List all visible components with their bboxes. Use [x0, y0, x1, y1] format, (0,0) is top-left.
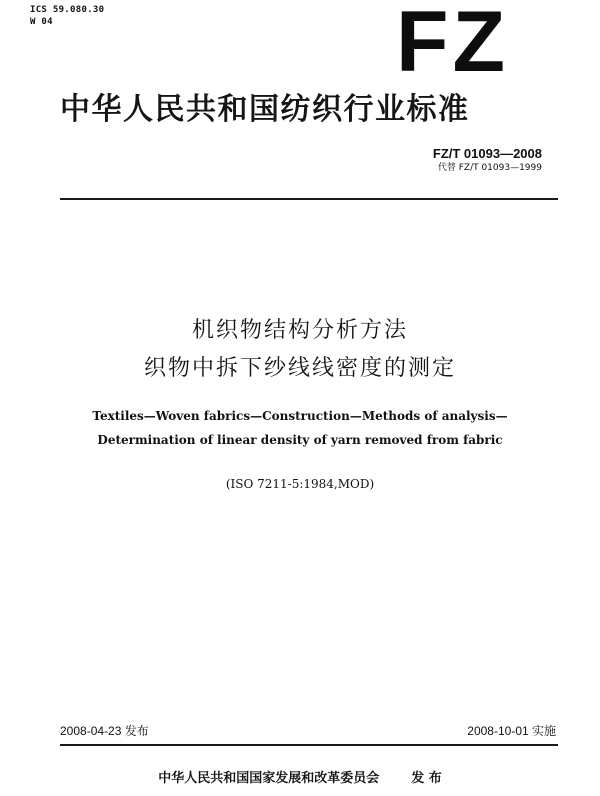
publisher-line	[0, 770, 600, 788]
english-title	[0, 404, 600, 452]
replaces-standard: 代替 FZ/T 01093—1999	[437, 163, 542, 173]
top-divider	[60, 198, 558, 200]
issue-date: 2008-04-23 发布	[60, 724, 149, 738]
english-title-line-1: Textiles—Woven fabrics—Construction—Methods of analysis—	[92, 409, 508, 423]
standard-number: FZ/T 01093—2008	[432, 146, 542, 161]
classification-codes	[30, 4, 104, 28]
standard-type-heading: 中华人民共和国纺织行业标准	[60, 92, 470, 127]
chinese-title-line-1: 机织物结构分析方法	[191, 318, 408, 343]
fz-logo: FZ	[396, 0, 510, 90]
bottom-divider	[60, 744, 558, 746]
standard-number-block	[433, 146, 542, 174]
publisher-action: 发 布	[411, 771, 442, 786]
iso-reference: (ISO 7211-5:1984,MOD)	[225, 477, 375, 491]
publisher-name: 中华人民共和国国家发展和改革委员会	[158, 771, 380, 786]
chinese-title	[0, 312, 600, 388]
ccs-code: W 04	[30, 17, 53, 27]
implementation-date: 2008-10-01 实施	[467, 724, 556, 738]
chinese-title-line-2: 织物中拆下纱线线密度的测定	[143, 356, 456, 381]
ics-code: ICS 59.080.30	[30, 5, 105, 15]
english-title-line-2: Determination of linear density of yarn removed from fabric	[97, 433, 503, 447]
